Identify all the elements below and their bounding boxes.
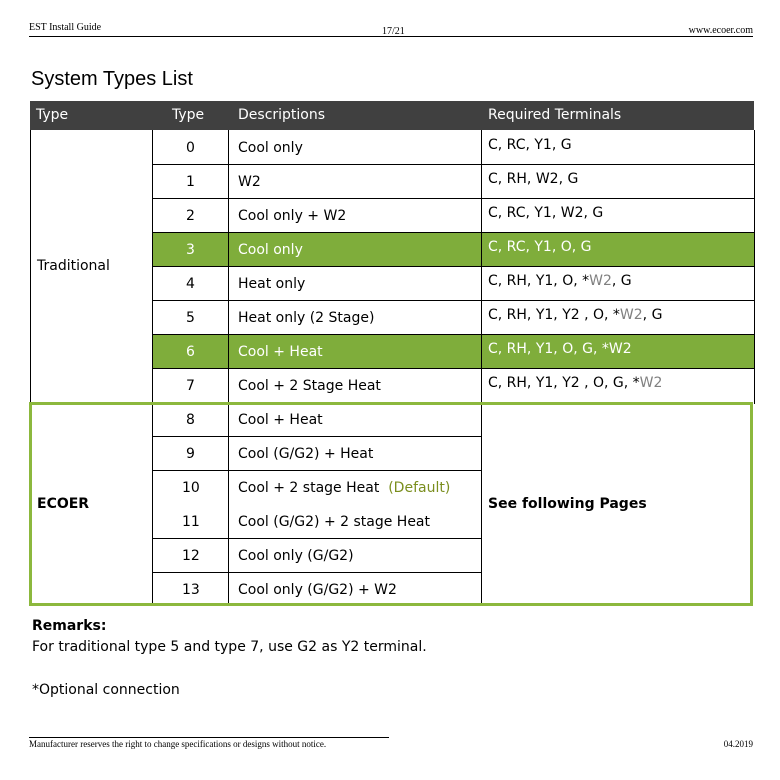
row-divider — [153, 368, 754, 369]
footer-disclaimer: Manufacturer reserves the right to change specifications or designs without notice. — [29, 739, 327, 749]
footer-date: 04.2019 — [723, 739, 753, 749]
row-type: 0 — [186, 140, 195, 156]
row-terminals: C, RH, W2, G — [488, 171, 579, 187]
default-badge: (Default) — [388, 480, 451, 496]
column-header-type: Type — [172, 107, 205, 123]
row-terminals: C, RH, Y1, Y2 , O, *W2, G — [488, 307, 663, 323]
row-type: 10 — [182, 480, 200, 496]
row-description: Cool only (G/G2) — [238, 548, 354, 564]
row-description: Cool + 2 Stage Heat — [238, 378, 381, 394]
header-divider — [29, 36, 753, 37]
row-terminals: C, RH, Y1, O, *W2, G — [488, 273, 632, 289]
row-type: 2 — [186, 208, 195, 224]
row-type: 5 — [186, 310, 195, 326]
remarks-line: For traditional type 5 and type 7, use G2 as Y2 terminal. — [32, 639, 427, 655]
row-divider — [153, 198, 754, 199]
table-border-left — [30, 130, 31, 404]
row-description: Cool only + W2 — [238, 208, 347, 224]
row-type: 13 — [182, 582, 200, 598]
row-description: Cool only (G/G2) + W2 — [238, 582, 397, 598]
row-divider — [153, 334, 754, 335]
row-description: Cool only — [238, 140, 303, 156]
row-terminals: C, RH, Y1, Y2 , O, G, *W2 — [488, 375, 663, 391]
row-type: 9 — [186, 446, 195, 462]
row-type: 7 — [186, 378, 195, 394]
column-header-description: Descriptions — [238, 107, 326, 123]
row-terminals: C, RH, Y1, O, G, *W2 — [488, 341, 632, 357]
row-terminals: C, RC, Y1, O, G — [488, 239, 592, 255]
row-terminals: C, RC, Y1, G — [488, 137, 572, 153]
table-header-bar — [153, 101, 754, 130]
row-type: 1 — [186, 174, 195, 190]
row-divider — [153, 266, 754, 267]
row-type: 12 — [182, 548, 200, 564]
row-type: 4 — [186, 276, 195, 292]
row-type: 8 — [186, 412, 195, 428]
ecoer-terminals-note: See following Pages — [488, 496, 647, 512]
footer-divider — [29, 737, 389, 738]
table-header-category — [30, 101, 153, 130]
header-doc-title: EST Install Guide — [29, 22, 102, 33]
header-website: www.ecoer.com — [688, 25, 753, 36]
header-page-number: 17/21 — [382, 26, 405, 37]
row-description: Heat only — [238, 276, 306, 292]
table-border-right — [754, 130, 755, 404]
row-type: 11 — [182, 514, 200, 530]
row-description: Cool only — [238, 242, 303, 258]
row-description: Heat only (2 Stage) — [238, 310, 375, 326]
row-description: W2 — [238, 174, 261, 190]
page-title: System Types List — [31, 68, 193, 90]
row-type: 3 — [186, 242, 195, 258]
category-traditional: Traditional — [37, 258, 110, 274]
row-divider — [153, 232, 754, 233]
row-divider — [153, 164, 754, 165]
row-terminals: C, RC, Y1, W2, G — [488, 205, 604, 221]
row-description: Cool (G/G2) + 2 stage Heat — [238, 514, 431, 530]
remarks-heading: Remarks: — [32, 618, 107, 634]
row-description: Cool + Heat — [238, 412, 323, 428]
row-divider — [153, 300, 754, 301]
row-description: Cool + Heat — [238, 344, 323, 360]
row-description: Cool (G/G2) + Heat — [238, 446, 374, 462]
category-ecoer: ECOER — [37, 496, 90, 512]
column-header-category: Type — [36, 107, 69, 123]
column-header-terminals: Required Terminals — [488, 107, 622, 123]
row-description: Cool + 2 stage Heat (Default) — [238, 480, 451, 496]
optional-note: *Optional connection — [32, 682, 180, 698]
row-type: 6 — [186, 344, 195, 360]
